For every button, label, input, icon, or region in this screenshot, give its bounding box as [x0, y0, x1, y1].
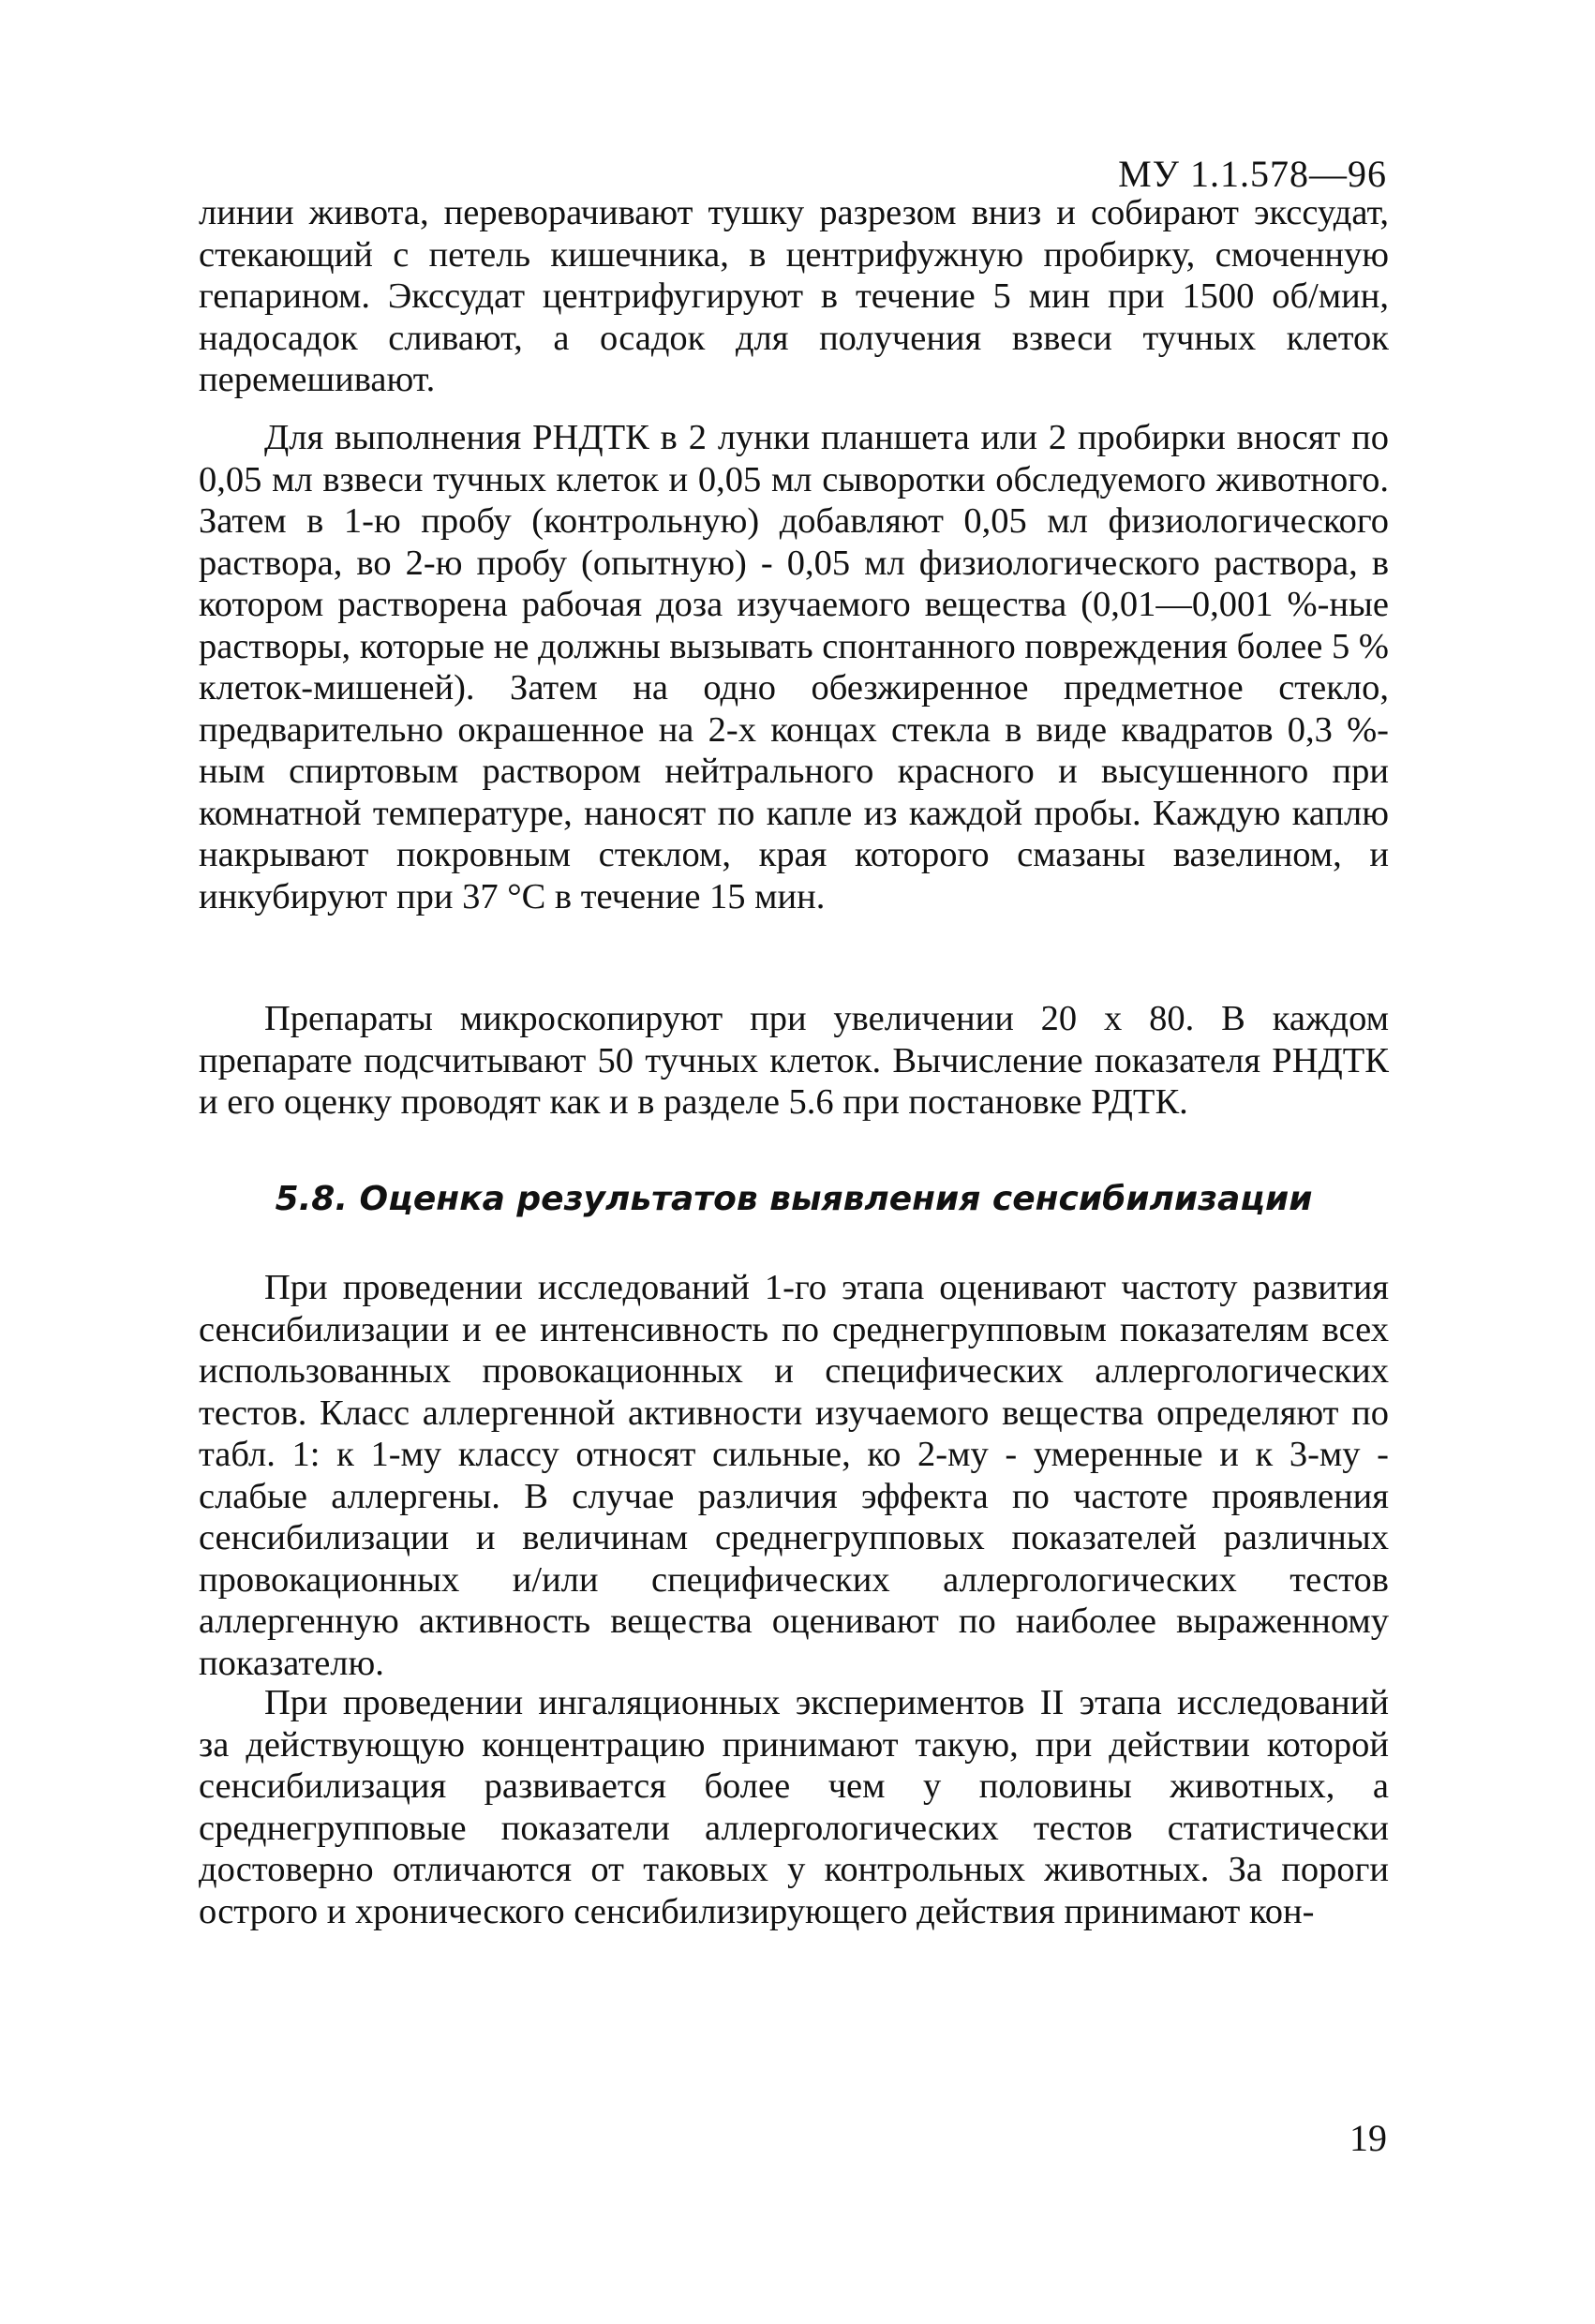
paragraph-continuation: линии живота, переворачивают тушку разрезом вниз и собирают экссудат, стекающий с петель кишечника, в центрифужную пробирку, смоченную гепарином. Экссудат центрифугируют в течение 5 мин при 1500 об/мин, надосадок сливают, а осадок для получения взвеси тучных клеток перемешивают. [199, 193, 1389, 399]
paragraph-inhalation-experiments: При проведении ингаляционных экспериментов II этапа исследований за действующую концентрацию принимают такую, при действии которой сенсибилизация развивается более чем у половины животных, а среднегрупповые показатели аллергологических тестов статистически достоверно отличаются от таковых у контрольных животных. За пороги острого и хронического сенсибилизирующего действия принимают кон- [199, 1683, 1389, 1931]
page-number: 19 [1349, 2117, 1387, 2159]
document-code: МУ 1.1.578—96 [1118, 153, 1387, 195]
paragraph-stage-one-evaluation: При проведении исследований 1-го этапа оценивают частоту развития сенсибилизации и ее интенсивность по среднегрупповым показателям всех использованных провокационных и специфических аллергологических тестов. Класс аллергенной активности изучаемого вещества определяют по табл. 1: к 1-му классу относят сильные, ко 2-му - умеренные и к 3-му - слабые аллергены. В случае различия эффекта по частоте проявления сенсибилизации и величинам среднегрупповых показателей различных провокационных и/или специфических аллергологических тестов аллергенную активность вещества оценивают по наиболее выраженному показателю. [199, 1268, 1389, 1683]
paragraph-microscopy: Препараты микроскопируют при увеличении 20 х 80. В каждом препарате подсчитывают 50 тучных клеток. Вычисление показателя РНДТК и его оценку проводят как и в разделе 5.6 при постановке РДТК. [199, 999, 1389, 1122]
paragraph-rndtk-procedure: Для выполнения РНДТК в 2 лунки планшета или 2 пробирки вносят по 0,05 мл взвеси тучных клеток и 0,05 мл сыворотки обследуемого животного. Затем в 1-ю пробу (контрольную) добавляют 0,05 мл физиологического раствора, во 2-ю пробу (опытную) - 0,05 мл физиологического раствора, в котором растворена рабочая доза изучаемого вещества (0,01—0,001 %-ные растворы, которые не должны вызывать спонтанного повреждения более 5 % клеток-мишеней). Затем на одно обезжиренное предметное стекло, предварительно окрашенное на 2-х концах стекла в виде квадратов 0,3 %-ным спиртовым раствором нейтрального красного и высушенного при комнатной температуре, наносят по капле из каждой пробы. Каждую каплю накрывают покровным стеклом, края которого смазаны вазелином, и инкубируют при 37 °С в течение 15 мин. [199, 418, 1389, 916]
section-heading: 5.8. Оценка результатов выявления сенсибилизации [275, 1180, 1313, 1218]
